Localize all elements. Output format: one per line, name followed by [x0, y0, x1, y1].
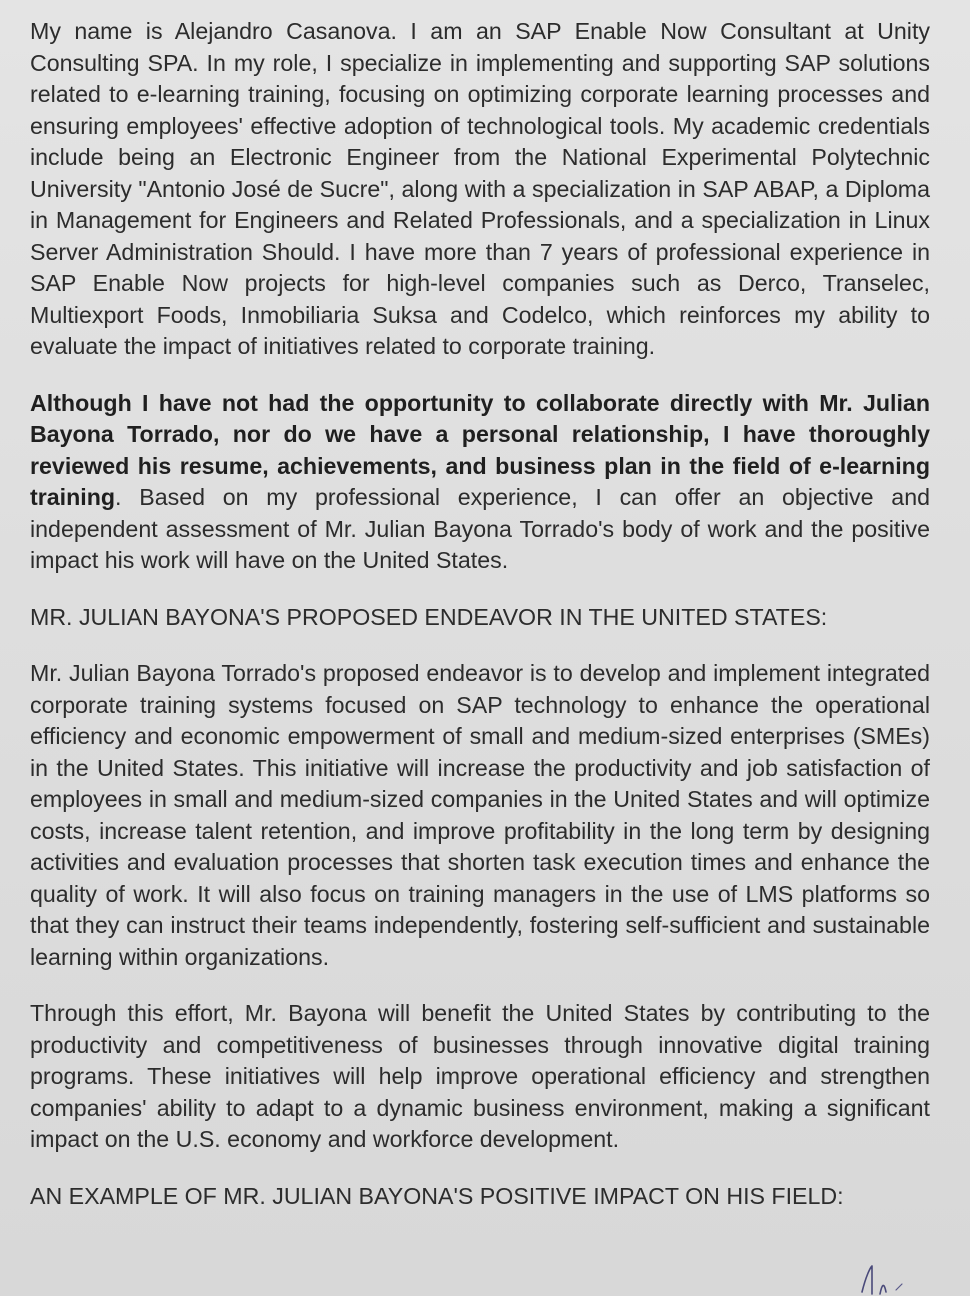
pen-mark-icon: [858, 1262, 918, 1296]
paragraph-benefit: Through this effort, Mr. Bayona will benefit the United States by contributing to the productivity and competitiveness of businesses through innovative digital training programs. These initiatives will help improve operational efficiency and strengthen companies' ability to adapt to a dynamic business environment, making a significant impact on the U.S. economy and workforce development.: [30, 1000, 930, 1152]
section-heading-proposed-endeavor: MR. JULIAN BAYONA'S PROPOSED ENDEAVOR IN THE UNITED STATES:: [30, 603, 828, 630]
paragraph-proposed-endeavor: Mr. Julian Bayona Torrado's proposed endeavor is to develop and implement integrated corporate training systems focused on SAP technology to enhance the operational efficiency and economic empowerment of small and medium-sized enterprises (SMEs) in the United States. This initiative will increase the productivity and job satisfaction of employees in small and medium-sized companies in the United States and will optimize costs, increase talent retention, and improve profitability in the long term by designing activities and evaluation processes that shorten task execution times and enhance the quality of work. It will also focus on training managers in the use of LMS platforms so that they can instruct their teams independently, fostering self-sufficient and sustainable learning within organizations.: [30, 660, 930, 970]
assessment-bold-text: Although I have not had the opportunity to collaborate directly with Mr. Julian Bayona Torrado, nor do we have a personal relationship, I have thoroughly reviewed his resume, achievements, and business plan in the field of e-learning training: [30, 389, 930, 510]
assessment-text: . Based on my professional experience, I can offer an objective and independent assessment of Mr. Julian Bayona Torrado's body of work and the positive impact his work will have on the United States.: [30, 484, 930, 573]
section-heading-positive-impact: AN EXAMPLE OF MR. JULIAN BAYONA'S POSITIVE IMPACT ON HIS FIELD:: [30, 1182, 844, 1209]
paragraph-assessment: [30, 388, 930, 577]
paragraph-introduction: My name is Alejandro Casanova. I am an SAP Enable Now Consultant at Unity Consulting SPA. In my role, I specialize in implementing and supporting SAP solutions related to e-learning training, focusing on optimizing corporate learning processes and ensuring employees' effective adoption of technological tools. My academic credentials include being an Electronic Engineer from the National Experimental Polytechnic University "Antonio José de Sucre", along with a specialization in SAP ABAP, a Diploma in Management for Engineers and Related Professionals, and a specialization in Linux Server Administration Should. I have more than 7 years of professional experience in SAP Enable Now projects for high-level companies such as Derco, Transelec, Multiexport Foods, Inmobiliaria Suksa and Codelco, which reinforces my ability to evaluate the impact of initiatives related to corporate training.: [30, 18, 930, 359]
